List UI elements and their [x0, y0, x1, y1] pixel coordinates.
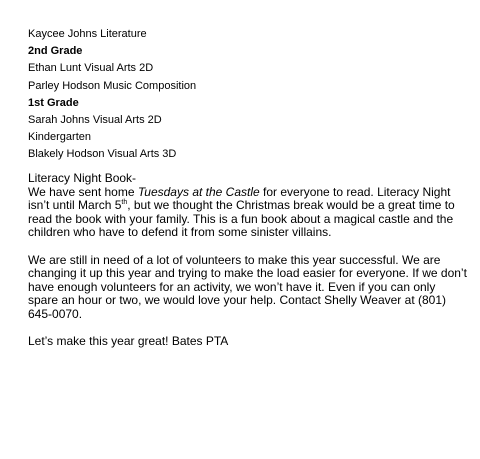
award-line: Sarah Johns Visual Arts 2D [28, 114, 162, 127]
literacy-text-middle: for everyone to read. Literacy Night isn’t until March 5 [28, 184, 451, 213]
literacy-paragraph [28, 172, 468, 240]
literacy-heading: Literacy Night Book- [28, 171, 137, 185]
grade-heading: 1st Grade [28, 96, 79, 109]
literacy-text-end: , but we thought the Christmas break would be a great time to read the book with your family. This is a fun book about a magical castle and the children who have to defend it from some sinister villains. [28, 198, 455, 240]
closing-line: Let’s make this year great! Bates PTA [28, 334, 229, 349]
literacy-text-start: We have sent home [28, 184, 138, 199]
book-title: Tuesdays at the Castle [137, 184, 260, 199]
date-suffix: th [121, 199, 128, 207]
award-line: Kindergarten [28, 131, 91, 144]
award-line: Ethan Lunt Visual Arts 2D [28, 62, 154, 75]
newsletter-body [28, 172, 468, 349]
award-line: Kaycee Johns Literature [28, 28, 147, 40]
award-line: Blakely Hodson Visual Arts 3D [28, 148, 177, 161]
volunteers-paragraph: We are still in need of a lot of volunteers to make this year successful. We are changing it up this year and trying to make the load easier for everyone. If we don’t have enough volunteers for an activity, we won’t have it. Even if you can only spare an hour or two, we would love your help. Contact Shelly Weaver at (801) 645-0070. [28, 252, 467, 321]
awards-list [28, 26, 448, 164]
award-line: Parley Hodson Music Composition [28, 79, 197, 92]
grade-heading: 2nd Grade [28, 45, 83, 58]
